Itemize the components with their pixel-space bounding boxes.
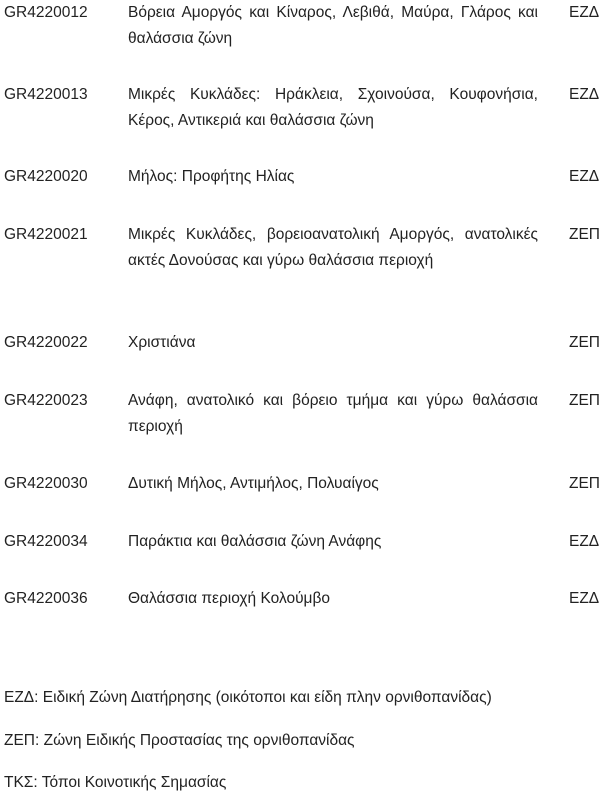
legend-tks: ΤΚΣ: Τόποι Κοινοτικής Σημασίας <box>4 774 227 791</box>
legend-ezd: ΕΖΔ: Ειδική Ζώνη Διατήρησης (οικότοποι και είδη πλην ορνιθοπανίδας) <box>4 689 492 706</box>
site-type: ΖΕΠ <box>569 226 600 243</box>
site-name: Μικρές Κυκλάδες, βορειοανατολική Αμοργός, ανατολικές ακτές Δονούσας και γύρω θαλάσσια περιοχή <box>128 226 538 269</box>
site-code: GR4220020 <box>4 168 88 185</box>
site-type: ΕΖΔ <box>569 86 600 103</box>
site-type: ΕΖΔ <box>569 4 600 21</box>
site-code: GR4220030 <box>4 475 88 492</box>
site-code: GR4220013 <box>4 86 88 103</box>
site-name: Παράκτια και θαλάσσια ζώνη Ανάφης <box>128 533 382 550</box>
site-type: ΖΕΠ <box>569 475 600 492</box>
site-code: GR4220023 <box>4 392 88 409</box>
site-name: Χριστιάνα <box>128 334 196 351</box>
site-type: ΕΖΔ <box>569 590 600 607</box>
site-code: GR4220036 <box>4 590 88 607</box>
site-name: Μήλος: Προφήτης Ηλίας <box>128 168 295 185</box>
site-type: ΖΕΠ <box>569 392 600 409</box>
site-type: ΕΖΔ <box>569 533 600 550</box>
site-code: GR4220021 <box>4 226 88 243</box>
site-code: GR4220022 <box>4 334 88 351</box>
site-code: GR4220012 <box>4 4 88 21</box>
site-code: GR4220034 <box>4 533 88 550</box>
site-type: ΖΕΠ <box>569 334 600 351</box>
site-name: Βόρεια Αμοργός και Κίναρος, Λεβιθά, Μαύρα, Γλάρος και θαλάσσια ζώνη <box>128 4 538 47</box>
site-name: Μικρές Κυκλάδες: Ηράκλεια, Σχοινούσα, Κουφονήσια, Κέρος, Αντικεριά και θαλάσσια ζώνη <box>128 86 538 129</box>
site-name: Θαλάσσια περιοχή Κολούμβο <box>128 590 331 607</box>
site-type: ΕΖΔ <box>569 168 600 185</box>
site-name: Δυτική Μήλος, Αντιμήλος, Πολυαίγος <box>128 475 379 492</box>
legend-zep: ΖΕΠ: Ζώνη Ειδικής Προστασίας της ορνιθοπανίδας <box>4 732 355 749</box>
site-name: Ανάφη, ανατολικό και βόρειο τμήμα και γύρω θαλάσσια περιοχή <box>128 392 538 435</box>
